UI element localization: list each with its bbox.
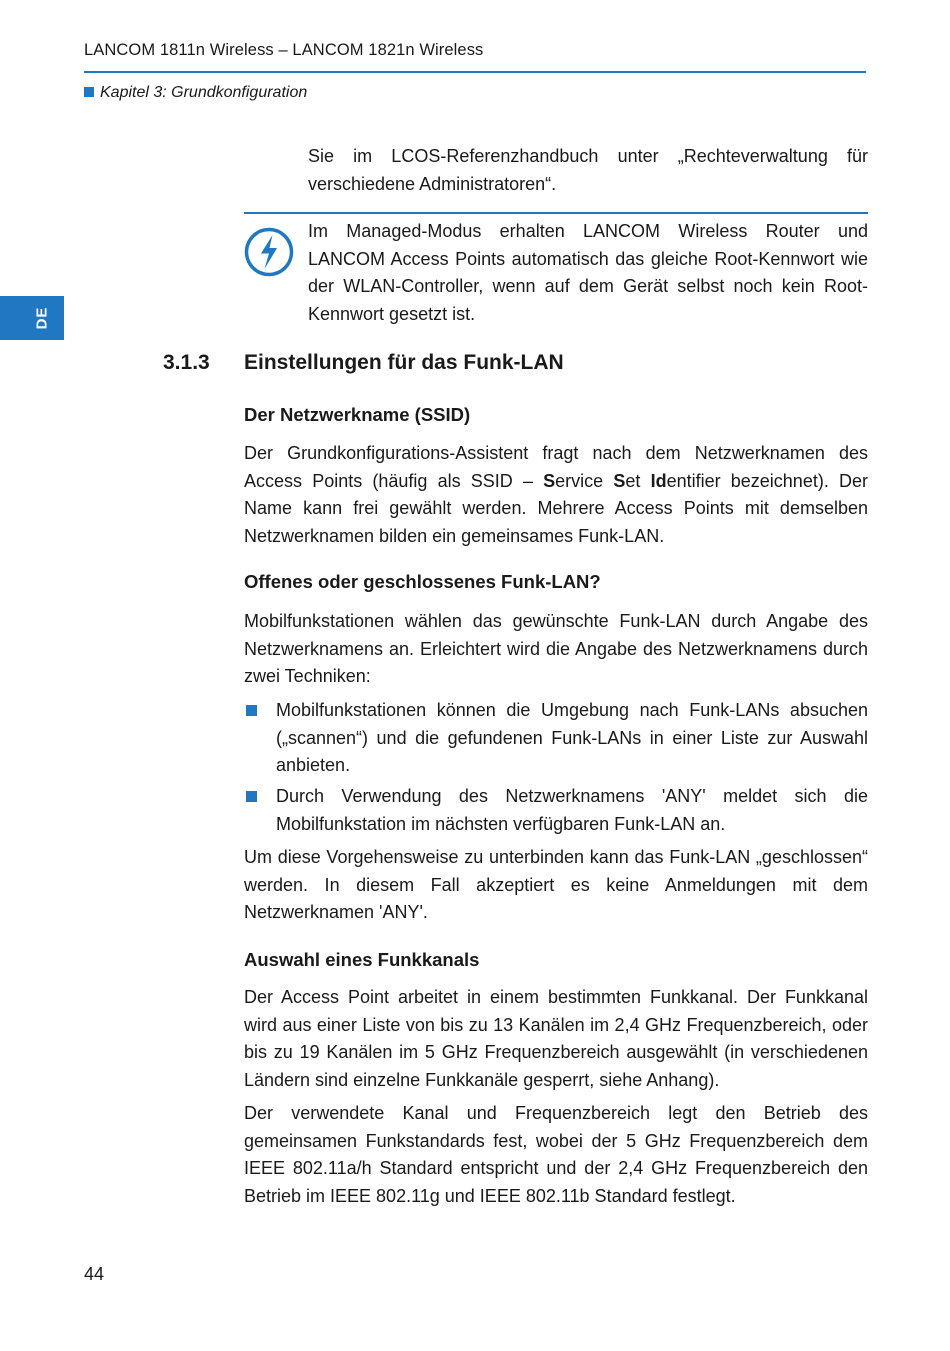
ssid-acronym-letter: Id bbox=[650, 470, 667, 491]
ssid-acronym-rest: et bbox=[625, 470, 651, 491]
ssid-heading: Der Netzwerkname (SSID) bbox=[244, 404, 471, 425]
note-text: Im Managed-Modus erhalten LANCOM Wireless Router und LANCOM Access Points automatisch das gleiche Root-Kennwort wie der WLAN-Controller, wenn auf dem Gerät selbst noch kein Root-Kennwort gesetzt ist. bbox=[308, 221, 868, 324]
channel-paragraph: Der verwendete Kanal und Frequenzbereich legt den Betrieb des gemeinsamen Funkstandards fest, wobei der 5 GHz Frequenzbereich dem IEEE 802.11a/h Standard entspricht und der 2,4 GHz Frequenzbereich den Betrieb im IEEE 802.11g und IEEE 802.11b Standard festlegt. bbox=[244, 1103, 868, 1206]
chapter-label bbox=[84, 84, 307, 102]
section-number: 3.1.3 bbox=[163, 351, 210, 374]
ssid-acronym-rest: entifier bbox=[666, 470, 721, 491]
note-divider bbox=[244, 212, 868, 214]
ssid-acronym-rest: ervice bbox=[555, 470, 614, 491]
ssid-text-before: Der Grundkonfigurations-Assistent fragt nach dem Netzwerknamen des Access Points (häufig als SSID – bbox=[244, 443, 868, 491]
section-title: Einstellungen für das Funk-LAN bbox=[244, 351, 564, 374]
channel-heading: Auswahl eines Funkkanals bbox=[244, 949, 480, 970]
channel-paragraph: Der Access Point arbeitet in einem bestimmten Funkkanal. Der Funkkanal wird aus einer Liste von bis zu 13 Kanälen im 2,4 GHz Frequenzbereich, oder bis zu 19 Kanälen im 5 GHz Frequenzbereich ausgewählt (in verschiedenen Ländern sind einzelne Funkkanäle gesperrt, siehe Anhang). bbox=[244, 987, 868, 1090]
list-item: Durch Verwendung des Netzwerknamens 'ANY' meldet sich die Mobilfunkstation im nächsten verfügbaren Funk-LAN an. bbox=[276, 786, 868, 834]
bullet-square-icon bbox=[246, 791, 257, 802]
list-item: Mobilfunkstationen können die Umgebung nach Funk-LANs absuchen („scannen“) und die gefundenen Funk-LANs in einer Liste zur Auswahl anbieten. bbox=[276, 700, 868, 775]
intro-paragraph: Sie im LCOS-Referenzhandbuch unter „Rechteverwaltung für verschiedene Administratoren“. bbox=[308, 146, 868, 194]
chapter-square-icon bbox=[84, 87, 94, 97]
ssid-acronym-letter: S bbox=[613, 470, 626, 491]
open-closed-intro: Mobilfunkstationen wählen das gewünschte Funk-LAN durch Angabe des Netzwerknamens an. Erleichtert wird die Angabe des Netzwerknamens durch zwei Techniken: bbox=[244, 611, 868, 686]
ssid-text-after: bezeichnet). Der Name kann frei gewählt werden. Mehrere Access Points mit demselben Netzwerknamen bilden ein gemeinsames Funk-LAN. bbox=[244, 470, 868, 546]
language-tab-label: DE bbox=[33, 306, 51, 330]
running-header-title: LANCOM 1811n Wireless – LANCOM 1821n Wireless bbox=[84, 41, 484, 59]
open-closed-outro: Um diese Vorgehensweise zu unterbinden kann das Funk-LAN „geschlossen“ werden. In diesem Fall akzeptiert es keine Anmeldungen mit dem Netzwerknamen 'ANY'. bbox=[244, 847, 868, 922]
ssid-acronym-letter: S bbox=[543, 470, 556, 491]
ssid-paragraph bbox=[244, 440, 868, 550]
bullet-square-icon bbox=[246, 705, 257, 716]
open-closed-heading: Offenes oder geschlossenes Funk-LAN? bbox=[244, 571, 601, 592]
language-tab bbox=[0, 296, 64, 340]
page-number: 44 bbox=[84, 1264, 105, 1284]
chapter-text: Kapitel 3: Grundkonfiguration bbox=[100, 84, 308, 101]
header-divider bbox=[84, 71, 866, 73]
lightning-bolt-icon bbox=[244, 227, 294, 277]
